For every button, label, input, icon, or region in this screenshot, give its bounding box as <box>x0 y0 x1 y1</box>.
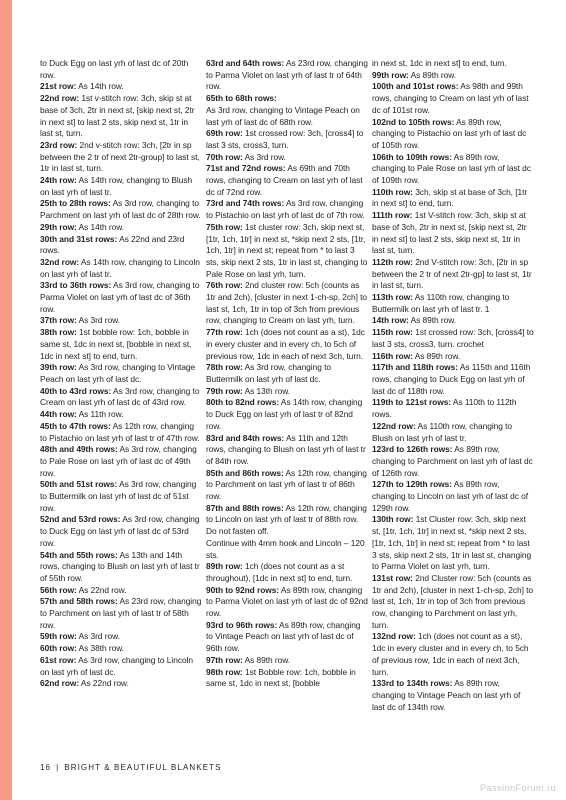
row-label: 80th to 82nd rows: <box>206 397 280 408</box>
row-label: 60th row: <box>40 643 77 654</box>
text-column-2 <box>206 58 368 690</box>
pattern-row-entry <box>40 550 202 585</box>
row-instruction: As 3rd row, changing to Buttermilk on last yrh of last dc. <box>206 362 331 384</box>
pattern-row-entry <box>206 585 368 620</box>
row-label: 32nd row: <box>40 256 80 267</box>
row-instruction: As 3rd row, changing to Lincoln on last yrh of last dc. <box>40 654 193 677</box>
pattern-row-entry <box>206 222 368 281</box>
row-instruction: As 12th row, changing to Parchment on last yrh of last tr of 86th row. <box>206 467 367 502</box>
row-label: 130th row: <box>372 514 414 525</box>
row-instruction: As 13th row. <box>242 385 291 396</box>
text-column-1 <box>40 58 202 690</box>
pattern-row-entry <box>40 234 202 257</box>
row-label: 61st row: <box>40 654 77 665</box>
row-label: 78th row: <box>206 362 243 373</box>
row-label: 75th row: <box>206 221 243 232</box>
pattern-row-entry <box>372 631 534 678</box>
row-label: 93rd to 96th rows: <box>206 619 278 630</box>
row-label: 29th row: <box>40 221 77 232</box>
pattern-row-entry <box>372 315 534 327</box>
pattern-row-entry <box>372 362 534 397</box>
row-label: 98th row: <box>206 666 243 677</box>
publication-title: BRIGHT & BEAUTIFUL BLANKETS <box>64 763 222 772</box>
pattern-row-entry <box>206 468 368 503</box>
pattern-row-entry <box>40 198 202 221</box>
row-label: 127th to 129th rows: <box>372 479 452 490</box>
pattern-row-entry <box>40 362 202 385</box>
row-label: 56th row: <box>40 584 77 595</box>
row-instruction: As 22nd row. <box>76 584 127 595</box>
row-instruction: As 14th row, changing to Duck Egg on last yrh of last tr of 82nd row. <box>206 397 363 431</box>
row-label: 110th row: <box>372 186 413 197</box>
row-label: 33rd to 36th rows: <box>40 280 112 291</box>
row-label: 65th to 68th rows: <box>206 93 277 104</box>
row-label: 62nd row: <box>40 678 80 689</box>
row-label: 69th row: <box>206 128 243 139</box>
row-instruction: As 3rd row. <box>76 315 120 326</box>
row-label: 97th row: <box>206 654 243 665</box>
left-color-stripe <box>0 0 12 800</box>
row-label: 39th row: <box>40 362 77 373</box>
pattern-row-entry <box>372 678 534 713</box>
row-instruction: 2nd V-stitch row: 3ch, [2tr in sp between the 2 tr of next 2tr-gp] to last st, 1tr in last st, turn. <box>372 256 532 291</box>
row-label: 117th and 118th rows: <box>372 362 458 373</box>
pattern-row-entry <box>40 444 202 479</box>
row-label: 87th and 88th rows: <box>206 502 284 513</box>
row-instruction: As 3rd row, changing to Cream on last yrh of last dc of 43rd row. <box>40 385 200 408</box>
pattern-row-entry <box>372 58 534 70</box>
row-label: 21st row: <box>40 81 77 92</box>
page-footer <box>40 763 222 772</box>
pattern-row-entry <box>372 257 534 292</box>
row-label: 132nd row: <box>372 631 416 642</box>
row-instruction: As 14th row. <box>76 221 125 232</box>
row-instruction: 1st V-stitch row: 3ch, skip st at base of 3ch, 2tr in next st, [skip next st, 2tr in next st] to last 2 sts, skip next st, 1tr in last st, turn. <box>372 210 527 256</box>
pattern-row-entry <box>40 585 202 597</box>
pattern-row-entry <box>372 397 534 420</box>
row-instruction: As 89th row, changing to Pistachio on last yrh of last dc of 105th row. <box>372 116 527 150</box>
pattern-row-entry <box>206 620 368 655</box>
pattern-row-entry <box>206 561 368 584</box>
page-number: 16 <box>40 763 52 772</box>
pattern-row-entry <box>206 93 368 105</box>
row-label: 71st and 72nd rows: <box>206 163 286 174</box>
row-instruction: As 89th row. <box>408 315 457 326</box>
pattern-row-entry <box>206 667 368 690</box>
pattern-row-entry <box>40 655 202 678</box>
row-label: 99th row: <box>372 69 409 80</box>
row-instruction: 1st Bobble row: 1ch, bobble in same st, 1dc in next st, [bobble <box>206 666 356 689</box>
pattern-row-entry <box>372 444 534 479</box>
pattern-row-entry <box>372 210 534 257</box>
pattern-row-entry <box>40 257 202 280</box>
row-label: 83rd and 84th rows: <box>206 432 285 443</box>
row-instruction: As 110th to 112th rows. <box>372 397 517 420</box>
pattern-row-entry <box>206 433 368 468</box>
row-instruction: As 98th and 99th rows, changing to Cream on last yrh of last dc of 101st row. <box>372 81 529 115</box>
pattern-row-entry <box>372 327 534 350</box>
row-instruction: As 12th row, changing to Pistachio on last yrh of last tr of 47th row. <box>40 420 200 443</box>
pattern-row-entry <box>372 152 534 187</box>
row-instruction: As 89th row. <box>412 350 461 361</box>
row-instruction: As 89th row, changing to Parchment on last yrh of last dc of 126th row. <box>372 444 533 478</box>
pattern-row-entry <box>206 198 368 221</box>
row-label: 38th row: <box>40 327 77 338</box>
pattern-row-entry <box>372 292 534 315</box>
row-label: 37th row: <box>40 315 77 326</box>
row-instruction: As 89th row, changing to Parma Violet on last yrh of last dc of 92nd row. <box>206 584 368 619</box>
pattern-row-entry <box>40 315 202 327</box>
row-label: 116th row: <box>372 350 413 361</box>
row-instruction: As 12th row, changing to Lincoln on last yrh of last tr of 88th row. Do not fasten off. <box>206 502 367 537</box>
row-label: 48th and 49th rows: <box>40 444 118 455</box>
pattern-row-entry <box>206 163 368 198</box>
row-instruction: Continue with 4mm hook and Lincoln – 120 sts. <box>206 537 365 560</box>
pattern-row-entry <box>40 140 202 175</box>
row-label: 90th to 92nd rows: <box>206 584 280 595</box>
row-label: 63rd and 64th rows: <box>206 58 285 68</box>
row-instruction: 1ch (does not count as a st), 1dc in every cluster and in every ch, to 5ch of previous row, 1dc in each of next 3ch, turn. <box>206 327 365 361</box>
row-instruction: 1ch (does not count as a st throughout), [1dc in next st] to end, turn. <box>206 561 353 583</box>
pattern-row-entry <box>206 280 368 327</box>
pattern-row-entry <box>372 70 534 82</box>
pattern-row-entry <box>40 327 202 362</box>
pattern-row-entry <box>40 631 202 643</box>
pattern-row-entry <box>40 93 202 140</box>
pattern-row-entry <box>40 643 202 655</box>
pattern-row-entry <box>372 187 534 210</box>
row-instruction: 1st crossed row: 3ch, [cross4] to last 3 sts, cross3, turn. crochet <box>372 327 534 349</box>
pattern-row-entry <box>206 58 368 93</box>
row-instruction: As 89th row, changing to Vintage Peach on last yrh of last dc of 134th row. <box>372 678 521 712</box>
pattern-row-entry <box>372 573 534 632</box>
row-instruction: 1st Cluster row: 3ch, skip next st, [1tr, 1ch, 1tr] in next st, *skip next 2 sts, [1tr, 1ch, 1tr] in next st; repeat from * to last 3 sts, skip next 2 sts, 1tr in last st, changing to Parma Violet on last yrh, turn. <box>372 514 532 572</box>
row-label: 57th and 58th rows: <box>40 596 118 607</box>
row-instruction: As 3rd row, changing to Parchment on last yrh of last dc of 28th row. <box>40 198 201 221</box>
row-instruction: As 14th row. <box>76 81 124 92</box>
row-instruction: As 3rd row. <box>76 631 120 642</box>
row-label: 89th row: <box>206 561 243 572</box>
pattern-row-entry <box>372 514 534 573</box>
pattern-row-entry <box>40 58 202 81</box>
row-instruction: As 3rd row, changing to Parma Violet on last yrh of last dc of 36th row. <box>40 280 200 314</box>
row-instruction: As 3rd row, changing to Pale Rose on last yrh of last dc of 49th row. <box>40 444 197 478</box>
row-label: 131st row: <box>372 572 413 583</box>
row-instruction: 1st crossed row: 3ch, [cross4] to last 3 sts, cross3, turn. <box>206 128 364 150</box>
row-instruction: As 89th row. <box>408 69 457 80</box>
pattern-row-entry <box>40 386 202 409</box>
row-instruction: As 115th and 116th rows, changing to Duck Egg on last yrh of last dc of 118th row. <box>372 362 531 396</box>
pattern-row-entry <box>40 409 202 421</box>
row-instruction: in next st, 1dc in next st] to end, turn. <box>372 58 507 68</box>
pattern-row-entry <box>206 503 368 538</box>
row-instruction: As 3rd row. <box>242 151 286 162</box>
pattern-row-entry <box>372 351 534 363</box>
row-label: 14th row: <box>372 315 409 326</box>
row-label: 44th row: <box>40 409 77 420</box>
row-instruction: As 3rd row, changing to Vintage Peach on last yrh of last dc. <box>40 362 196 384</box>
row-instruction: As 14th row, changing to Blush on last yrh of last tr. <box>40 175 193 197</box>
pattern-row-entry <box>206 397 368 432</box>
row-label: 54th and 55th rows: <box>40 549 118 560</box>
pattern-row-entry <box>372 421 534 444</box>
site-watermark: PassionForum.ru <box>479 783 556 793</box>
pattern-row-entry <box>206 386 368 398</box>
row-label: 115th row: <box>372 327 413 338</box>
row-label: 23rd row: <box>40 139 78 150</box>
pattern-row-entry <box>206 655 368 667</box>
row-instruction: 1st cluster row: 3ch, skip next st, [1tr, 1ch, 1tr] in next st, *skip next 2 sts, [1tr, 1ch, 1tr] in next st; repeat from * to last 3 sts, skip next 2 sts, 1tr in last st, changing to Pale Rose on last yrh, turn. <box>206 221 368 279</box>
row-instruction: 1st v-stitch row: 3ch, skip st at base of 3ch, 2tr in next st, [skip next st, 2tr in next st] to last 2 sts, skip next st, 1tr in last st, turn. <box>40 93 195 139</box>
row-label: 50th and 51st rows: <box>40 479 118 490</box>
footer-separator: | <box>56 763 60 772</box>
row-instruction: 2nd Cluster row: 5ch (counts as 1tr and 2ch), [cluster in next 1-ch-sp, 2ch] to last st, 1ch, 1tr in top of 3ch from previous row, changing to Parchment on last yrh, turn. <box>372 572 534 630</box>
row-label: 85th and 86th rows: <box>206 467 284 478</box>
row-label: 70th row: <box>206 151 243 162</box>
pattern-row-entry <box>40 421 202 444</box>
row-label: 123rd to 126th rows: <box>372 444 453 455</box>
row-label: 76th row: <box>206 280 243 291</box>
row-label: 77th row: <box>206 327 243 338</box>
row-label: 106th to 109th rows: <box>372 151 452 162</box>
row-label: 133rd to 134th rows: <box>372 678 453 689</box>
pattern-row-entry <box>206 128 368 151</box>
row-label: 122nd row: <box>372 420 416 431</box>
row-instruction: As 13th and 14th rows, changing to Blush on last yrh of last tr of 55th row. <box>40 549 200 583</box>
pattern-row-entry <box>40 280 202 315</box>
pattern-row-entry <box>206 538 368 561</box>
row-instruction: to Duck Egg on last yrh of last dc of 20th row. <box>40 58 189 80</box>
row-label: 102nd to 105th rows: <box>372 116 455 127</box>
pattern-row-entry <box>40 678 202 690</box>
row-instruction: As 22nd and 23rd rows. <box>40 233 185 256</box>
row-label: 111th row: <box>372 210 413 221</box>
row-label: 79th row: <box>206 385 243 396</box>
row-instruction: As 89th row. <box>242 654 291 665</box>
pattern-row-entry <box>206 362 368 385</box>
row-label: 113th row: <box>372 292 413 303</box>
row-label: 40th to 43rd rows: <box>40 385 112 396</box>
row-instruction: 1st bobble row: 1ch, bobble in same st, 1dc in next st, [bobble in next st, 1dc in next st] to end, turn. <box>40 327 192 361</box>
row-label: 25th to 28th rows: <box>40 198 111 209</box>
row-instruction: As 23rd row, changing to Parchment on last yrh of last tr of 58th row. <box>40 596 202 630</box>
pattern-row-entry <box>372 479 534 514</box>
row-instruction: As 89th row, changing to Lincoln on last yrh of last dc of 129th row. <box>372 479 529 513</box>
row-label: 73rd and 74th rows: <box>206 198 285 209</box>
row-instruction: 1ch (does not count as a st), 1dc in every cluster and in every ch, to 5ch of previous row, 1dc in each of next 3ch, turn. <box>372 631 529 677</box>
pattern-row-entry <box>40 479 202 514</box>
row-instruction: As 3rd row, changing to Buttermilk on last yrh of last dc of 51st row. <box>40 479 197 513</box>
row-instruction: As 11th row. <box>76 409 124 420</box>
row-instruction: As 23rd row, changing to Parma Violet on last yrh of last tr of 64th row. <box>206 58 368 92</box>
row-instruction: 2nd cluster row: 5ch (counts as 1tr and 2ch), [cluster in next 1-ch-sp, 2ch] to last st, 1ch, 1tr in top of 3ch from previous row, changing to Cream on last yrh, turn. <box>206 280 368 326</box>
row-instruction: As 110th row, changing to Blush on last yrh of last tr. <box>372 420 513 443</box>
row-instruction: As 14th row, changing to Lincoln on last yrh of last tr. <box>40 256 200 279</box>
row-label: 24th row: <box>40 175 77 186</box>
row-label: 100th and 101st rows: <box>372 81 459 92</box>
row-label: 52nd and 53rd rows: <box>40 514 121 525</box>
row-instruction: As 38th row. <box>76 643 125 654</box>
pattern-row-entry <box>206 327 368 362</box>
row-instruction: As 3rd row, changing to Vintage Peach on last yrh of last dc of 68th row. <box>206 104 360 127</box>
row-label: 119th to 121st rows: <box>372 397 452 408</box>
pattern-row-entry <box>40 81 202 93</box>
row-label: 45th to 47th rows: <box>40 420 111 431</box>
row-instruction: 2nd v-stitch row: 3ch, [2tr in sp between the 2 tr of next 2tr-group] to last st, 1tr in last st, turn. <box>40 139 200 174</box>
row-instruction: As 11th and 12th rows, changing to Blush on last yrh of last tr of 84th row. <box>206 432 366 466</box>
row-instruction: As 3rd row, changing to Pistachio on last yrh of last dc of 7th row. <box>206 198 365 221</box>
row-instruction: As 69th and 70th rows, changing to Cream on last yrh of last dc of 72nd row. <box>206 163 363 197</box>
row-instruction: 3ch, skip st at base of 3ch, [1tr in next st] to end, turn. <box>372 186 528 209</box>
row-label: 22nd row: <box>40 93 80 104</box>
pattern-row-entry <box>40 596 202 631</box>
pattern-row-entry <box>206 152 368 164</box>
pattern-row-entry <box>40 514 202 549</box>
pattern-row-entry <box>206 105 368 128</box>
row-label: 112th row: <box>372 256 413 267</box>
row-instruction: As 89th row, changing to Vintage Peach on last yrh of last dc of 96th row. <box>206 619 361 654</box>
pattern-row-entry <box>372 117 534 152</box>
pattern-row-entry <box>40 175 202 198</box>
row-label: 59th row: <box>40 631 77 642</box>
pattern-row-entry <box>372 81 534 116</box>
row-label: 30th and 31st rows: <box>40 233 118 244</box>
row-instruction: As 22nd row. <box>79 678 129 689</box>
row-instruction: As 110th row, changing to Buttermilk on last yrh of last tr. 1 <box>372 292 510 314</box>
text-column-3 <box>372 58 534 713</box>
pattern-row-entry <box>40 222 202 234</box>
row-instruction: As 89th row, changing to Pale Rose on last yrh of last dc of 109th row. <box>372 151 531 186</box>
row-instruction: As 3rd row, changing to Duck Egg on last yrh of last dc of 53rd row. <box>40 514 200 548</box>
